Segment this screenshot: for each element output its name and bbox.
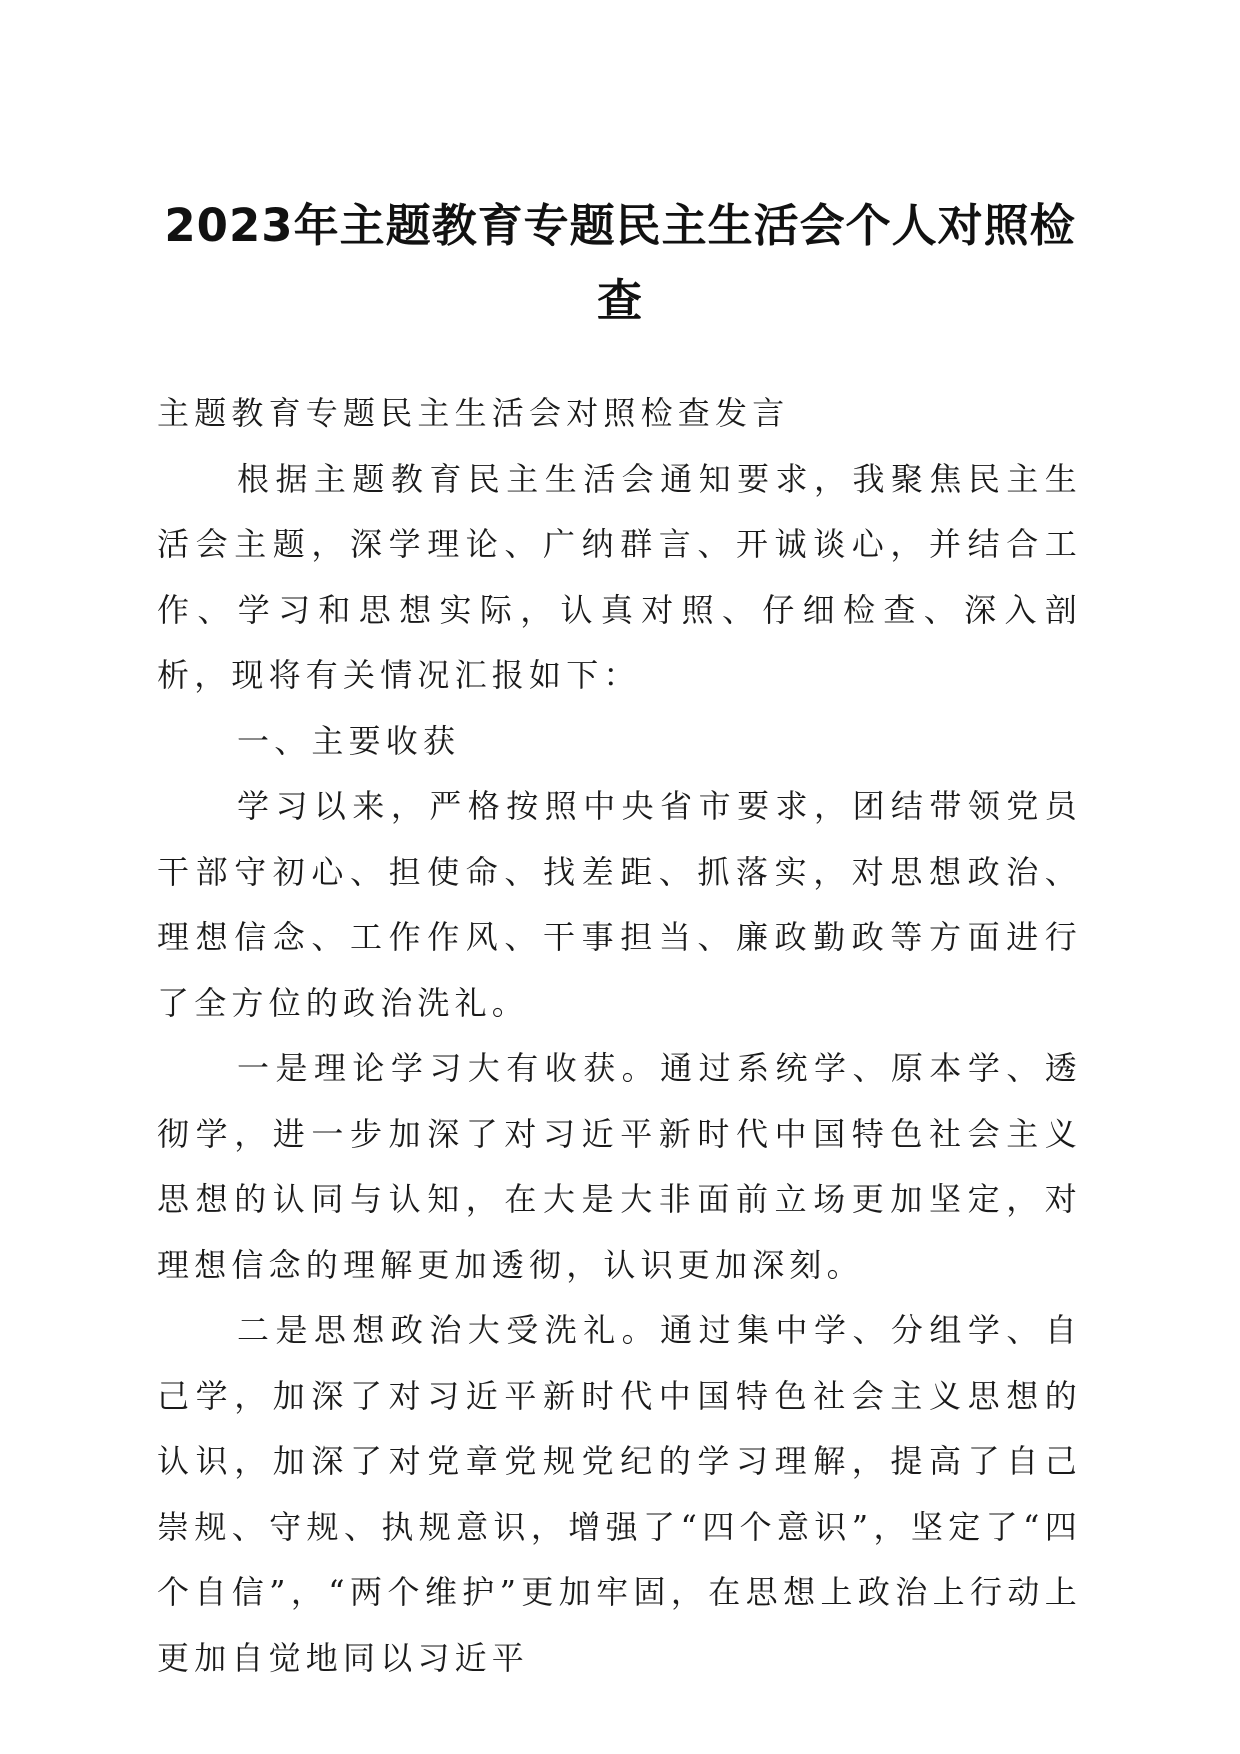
document-title: 2023年主题教育专题民主生活会个人对照检查 xyxy=(164,199,1076,327)
section-heading-main-gains: 一、主要收获 xyxy=(237,721,461,760)
paragraph-political-thought: 二是思想政治大受洗礼。通过集中学、分组学、自己学，加深了对习近平新时代中国特色社会主义思想的认识，加深了对党章党规党纪的学习理解，提高了自己崇规、守规、执规意识，增强了“四个意识”，坚定了“四个自信”，“两个维护”更加牢固，在思想上政治上行动上更加自觉地同以习近平 xyxy=(157,1311,1082,1677)
paragraph-overview: 学习以来，严格按照中央省市要求，团结带领党员干部守初心、担使命、找差距、抓落实，对思想政治、理想信念、工作作风、干事担当、廉政勤政等方面进行了全方位的政治洗礼。 xyxy=(157,787,1082,1022)
document-subtitle: 主题教育专题民主生活会对照检查发言 xyxy=(157,394,790,432)
paragraph-intro: 根据主题教育民主生活会通知要求，我聚焦民主生活会主题，深学理论、广纳群言、开诚谈心，并结合工作、学习和思想实际，认真对照、仔细检查、深入剖析，现将有关情况汇报如下： xyxy=(157,459,1082,694)
paragraph-theory-study: 一是理论学习大有收获。通过系统学、原本学、透彻学，进一步加深了对习近平新时代中国特色社会主义思想的认同与认知，在大是大非面前立场更加坚定，对理想信念的理解更加透彻，认识更加深刻。 xyxy=(157,1049,1082,1284)
document-body xyxy=(157,381,1082,1691)
